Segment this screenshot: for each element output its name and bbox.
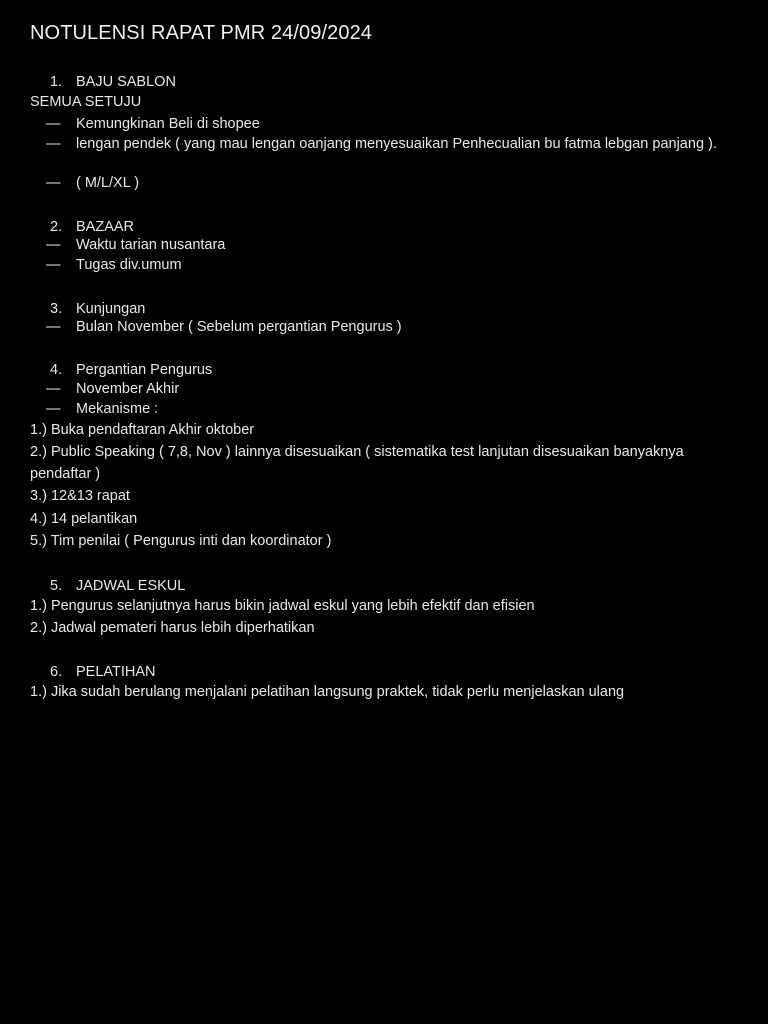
section-heading-kunjungan (50, 299, 145, 319)
section-heading-bazaar (50, 217, 134, 237)
page-title: NOTULENSI RAPAT PMR 24/09/2024 (30, 22, 373, 44)
section-title: PELATIHAN (76, 664, 156, 680)
dash-bullet-icon: — (46, 175, 61, 191)
dash-bullet-icon: — (46, 257, 61, 273)
dash-bullet-icon: — (46, 136, 61, 152)
section-number: 3. (50, 301, 63, 317)
section-heading-baju-sablon (50, 72, 176, 92)
section-title: Pergantian Pengurus (76, 362, 213, 378)
numbered-item: 3.) 12&13 rapat (30, 488, 130, 504)
section-title: Kunjungan (76, 301, 146, 317)
section-note: SEMUA SETUJU (30, 94, 142, 110)
dash-bullet-icon: — (46, 401, 61, 417)
list-item: — Kemungkinan Beli di shopee (46, 115, 746, 135)
numbered-item: 5.) Tim penilai ( Pengurus inti dan koordinator ) (30, 533, 332, 549)
section-title: JADWAL ESKUL (76, 578, 186, 594)
list-item: — ( M/L/XL ) (46, 174, 746, 194)
list-item: — November Akhir (46, 380, 746, 400)
list-item: — Tugas div.umum (46, 256, 746, 276)
section-heading-pelatihan (50, 662, 156, 682)
section-number: 6. (50, 664, 63, 680)
section-number: 4. (50, 362, 63, 378)
dash-bullet-icon: — (46, 237, 61, 253)
list-item: — lengan pendek ( yang mau lengan oanjang menyesuaikan Penhecualian bu fatma lebgan panjang ). (46, 135, 746, 155)
section-title: BAZAAR (76, 219, 135, 235)
section-number: 5. (50, 578, 63, 594)
numbered-item: 2.) Public Speaking ( 7,8, Nov ) lainnya disesuaikan ( sistematika test lanjutan disesuaikan banyaknya pendaftar ) (30, 444, 684, 482)
list-item: — Bulan November ( Sebelum pergantian Pengurus ) (46, 318, 746, 338)
section-heading-pergantian-pengurus (50, 360, 212, 380)
numbered-item: 1.) Buka pendaftaran Akhir oktober (30, 422, 255, 438)
numbered-item: 4.) 14 pelantikan (30, 511, 138, 527)
dash-bullet-icon: — (46, 116, 61, 132)
numbered-item: 1.) Pengurus selanjutnya harus bikin jadwal eskul yang lebih efektif dan efisien (30, 598, 535, 614)
numbered-item: 2.) Jadwal pemateri harus lebih diperhatikan (30, 620, 315, 636)
section-number: 1. (50, 74, 63, 90)
section-number: 2. (50, 219, 63, 235)
section-title: BAJU SABLON (76, 74, 176, 90)
list-item: — Mekanisme : (46, 400, 746, 420)
list-item: — Waktu tarian nusantara (46, 236, 746, 256)
dash-bullet-icon: — (46, 381, 61, 397)
section-heading-jadwal-eskul (50, 576, 185, 596)
numbered-item: 1.) Jika sudah berulang menjalani pelatihan langsung praktek, tidak perlu menjelaskan ulang (30, 684, 625, 700)
dash-bullet-icon: — (46, 319, 61, 335)
